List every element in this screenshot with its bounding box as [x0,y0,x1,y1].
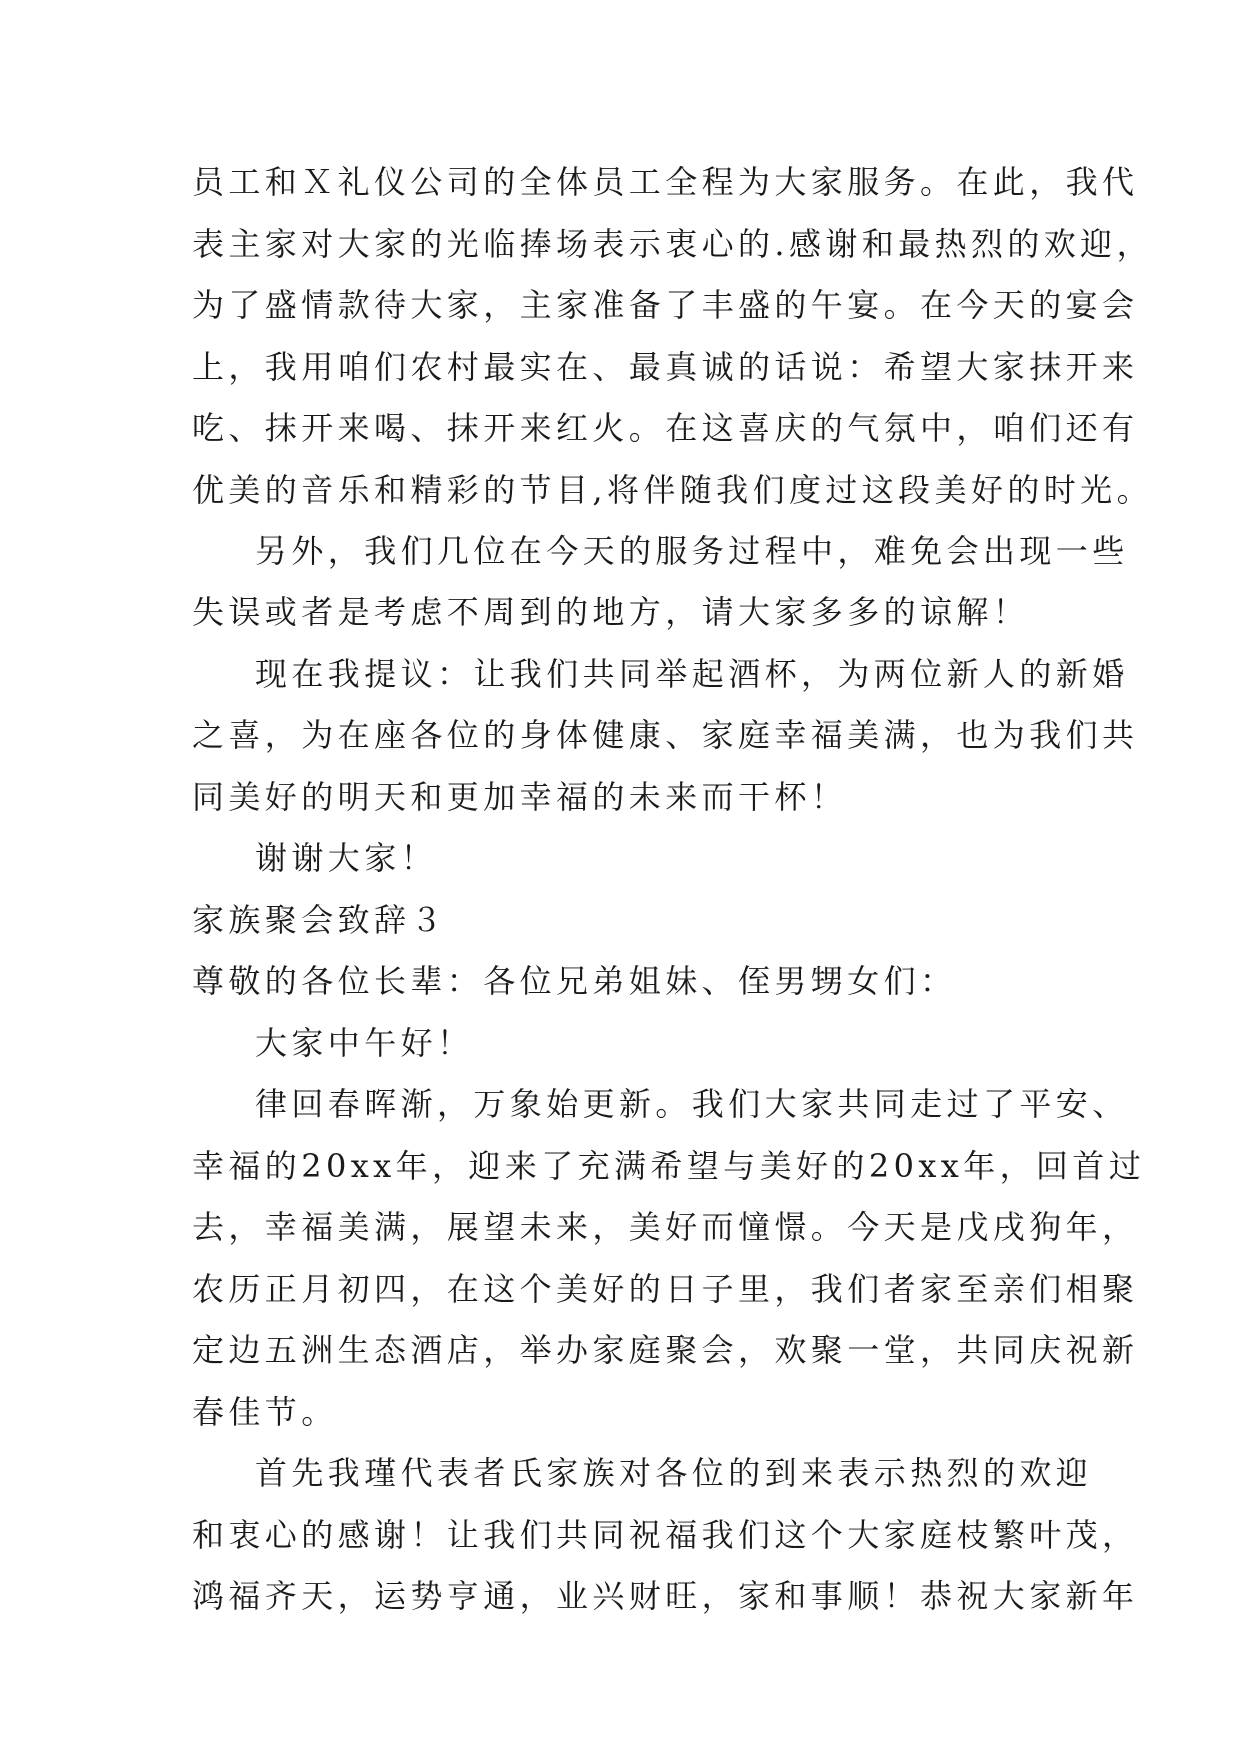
text-line: 失误或者是考虑不周到的地方，请大家多多的谅解！ [192,593,1030,631]
text-line: 优美的音乐和精彩的节目,将伴随我们度过这段美好的时光。 [192,471,1153,509]
paragraph-first-line: 律回春晖渐，万象始更新。我们大家共同走过了平安、 [255,1085,1129,1123]
text-line: 上，我用咱们农村最实在、最真诚的话说：希望大家抹开来 [192,348,1139,386]
paragraph-first-line: 另外，我们几位在今天的服务过程中，难免会出现一些 [255,532,1129,570]
text-line: 鸿福齐天，运势亨通，业兴财旺，家和事顺！恭祝大家新年 [192,1577,1139,1615]
text-line: 表主家对大家的光临捧场表示衷心的.感谢和最热烈的欢迎， [192,225,1153,263]
text-line: 同美好的明天和更加幸福的未来而干杯！ [192,778,848,816]
text-line: 春佳节。 [192,1393,338,1431]
text-line: 为了盛情款待大家，主家准备了丰盛的午宴。在今天的宴会 [192,286,1139,324]
salutation: 尊敬的各位长辈：各位兄弟姐妹、侄男甥女们： [192,962,957,1000]
text-line: 和衷心的感谢！让我们共同祝福我们这个大家庭枝繁叶茂， [192,1516,1139,1554]
text-line: 农历正月初四，在这个美好的日子里，我们者家至亲们相聚 [192,1270,1139,1308]
paragraph-first-line: 谢谢大家！ [255,839,438,877]
text-line: 定边五洲生态酒店，举办家庭聚会，欢聚一堂，共同庆祝新 [192,1331,1139,1369]
text-line: 去，幸福美满，展望未来，美好而憧憬。今天是戊戌狗年， [192,1208,1139,1246]
paragraph-first-line: 大家中午好！ [255,1024,474,1062]
text-line: 之喜，为在座各位的身体健康、家庭幸福美满，也为我们共 [192,716,1139,754]
text-line: 吃、抹开来喝、抹开来红火。在这喜庆的气氛中，咱们还有 [192,409,1139,447]
text-line: 员工和Ｘ礼仪公司的全体员工全程为大家服务。在此，我代 [192,163,1139,201]
section-heading: 家族聚会致辞３ [192,901,447,939]
paragraph-first-line: 首先我瑾代表者氏家族对各位的到来表示热烈的欢迎 [255,1454,1093,1492]
paragraph-first-line: 现在我提议：让我们共同举起酒杯，为两位新人的新婚 [255,655,1129,693]
text-line: 幸福的20xx年，迎来了充满希望与美好的20xx年，回首过 [192,1147,1146,1185]
